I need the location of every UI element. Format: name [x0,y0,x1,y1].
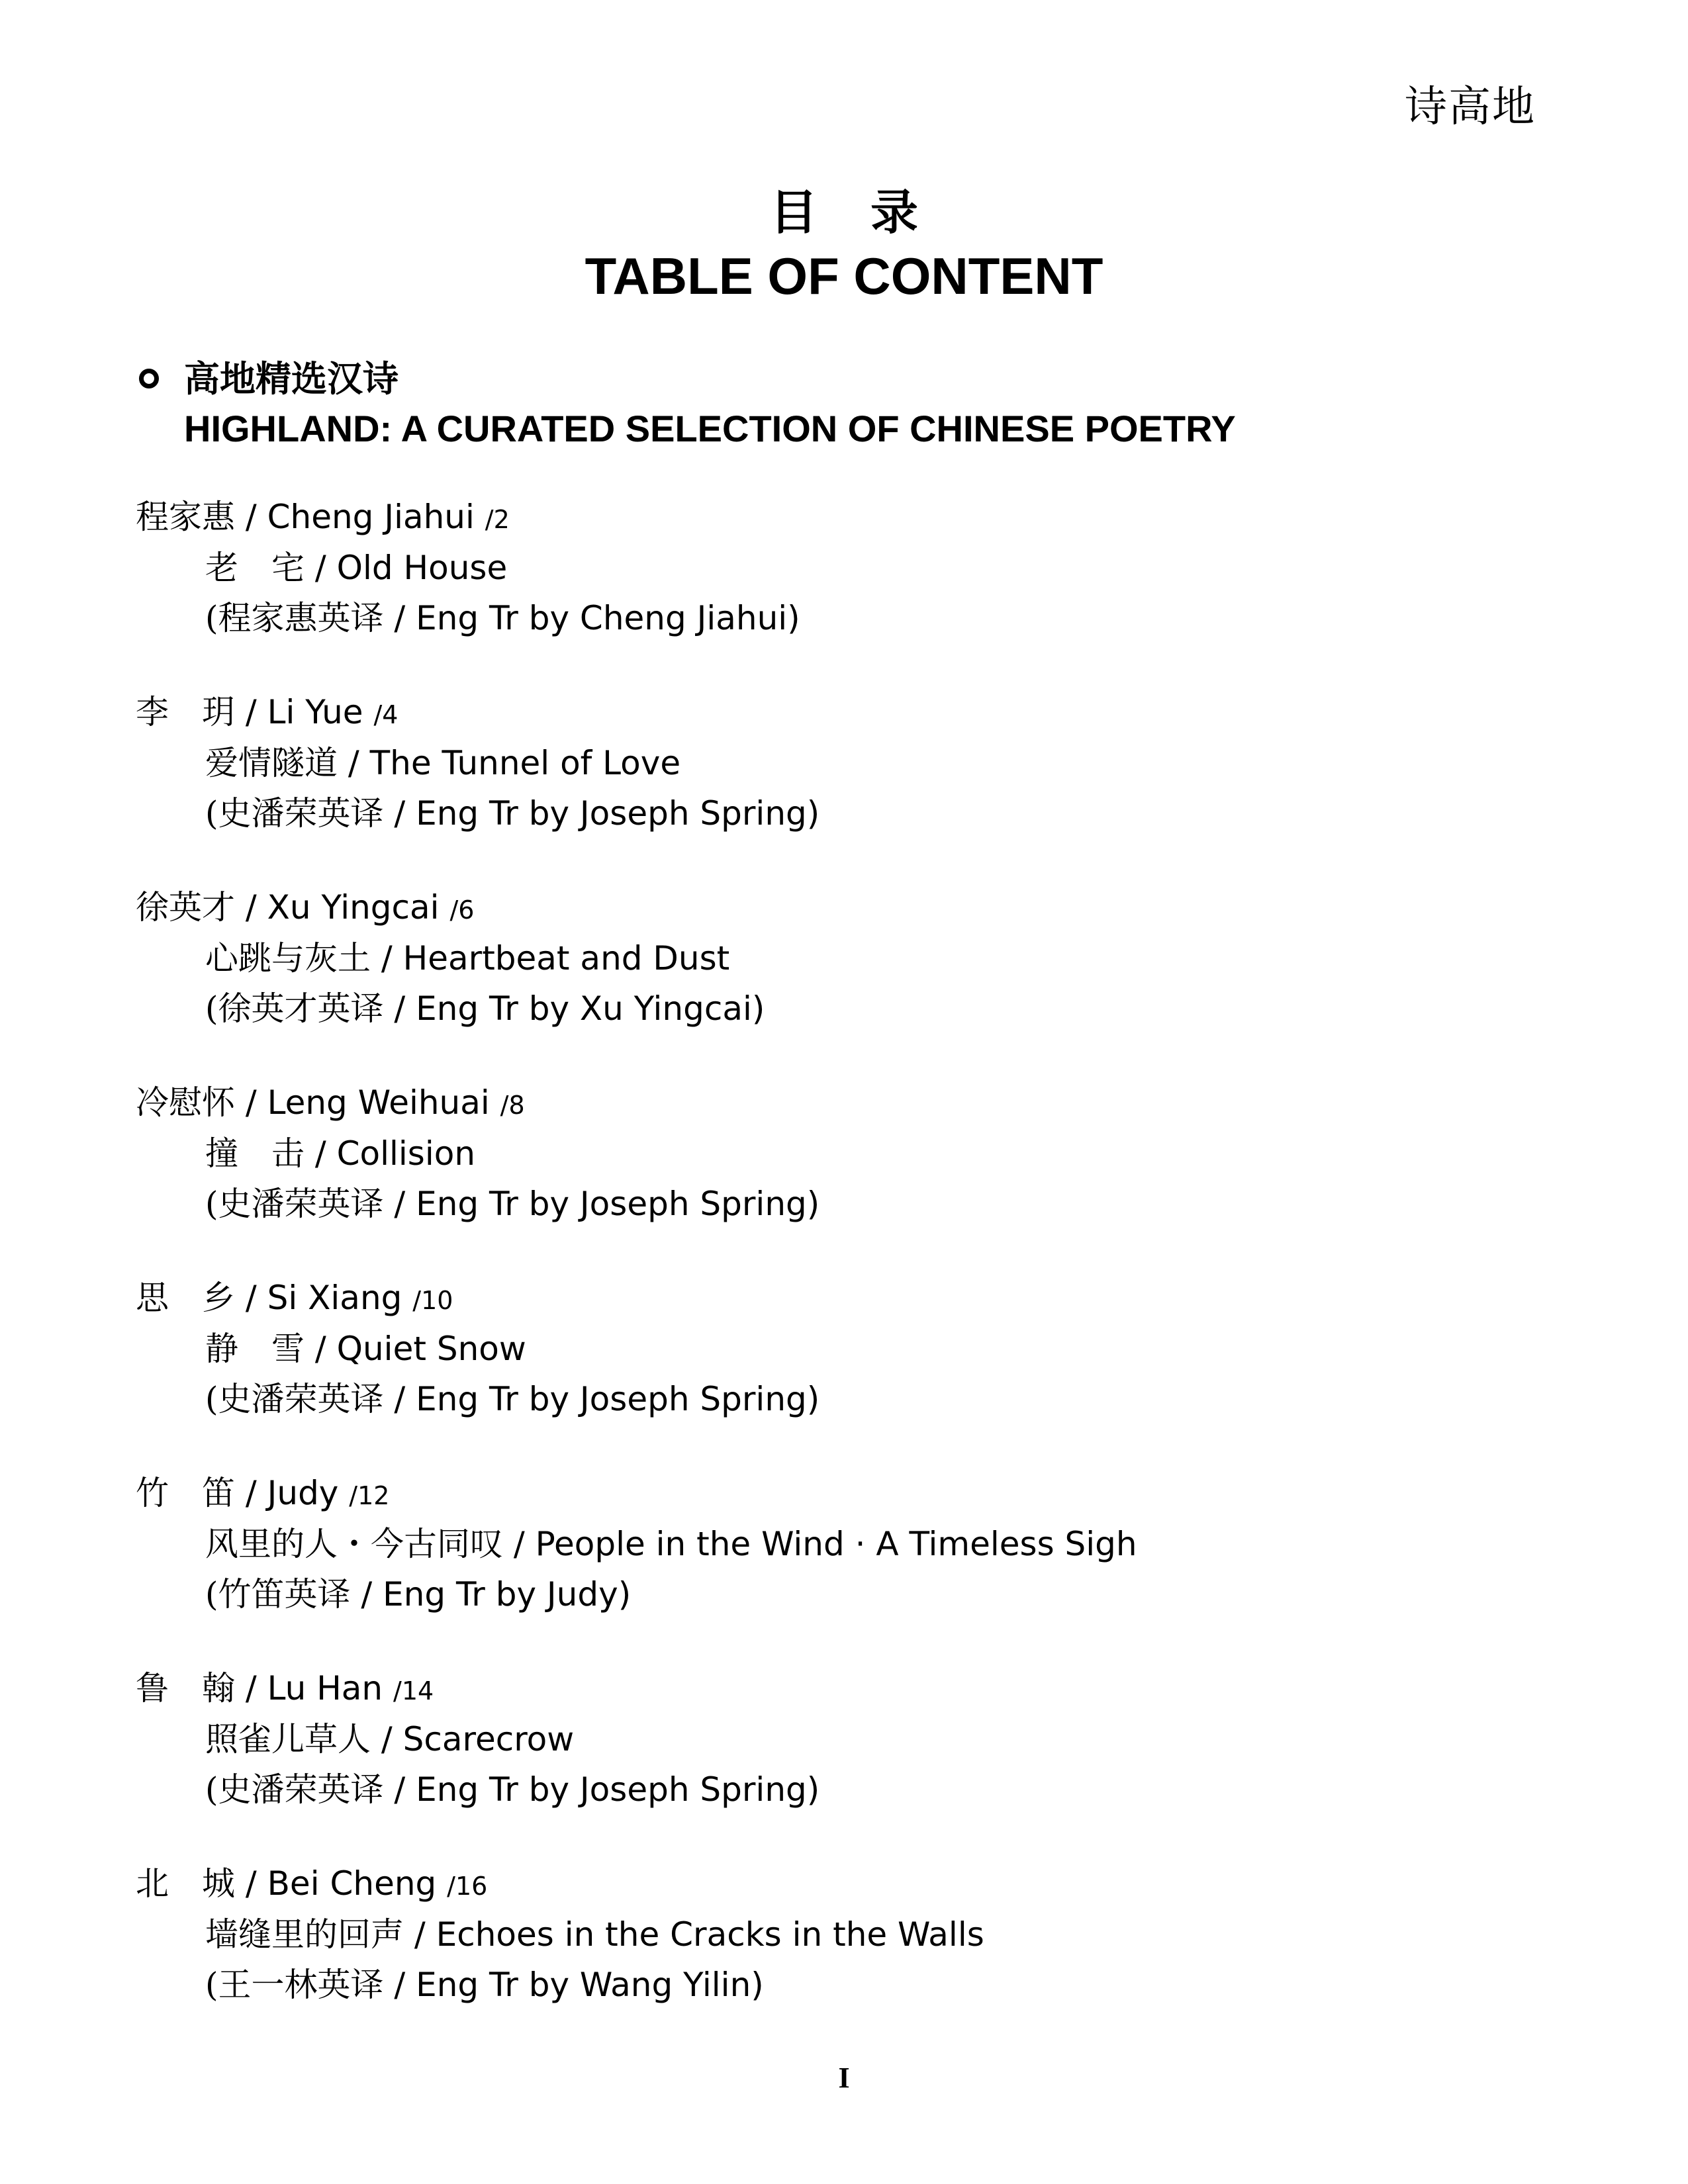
toc-entry [136,693,1526,891]
entry-author[interactable]: 北 城 / Bei Cheng /16 [136,1864,488,1903]
entry-poem-title: 老 宅 / Old House [205,549,508,587]
entry-translator: (史潘荣英译 / Eng Tr by Joseph Spring) [205,794,820,833]
entry-page-ref: /6 [449,895,475,925]
toc-entry [136,888,1526,1086]
page-number: I [838,2062,850,2094]
entry-page-ref: /12 [349,1481,390,1510]
entry-page-ref: /16 [447,1872,488,1901]
journal-title: 诗高地 [1405,83,1536,132]
toc-title-cn-char-2: 录 [870,184,919,240]
entry-page-ref: /10 [412,1286,453,1315]
entry-poem-title: 心跳与灰土 / Heartbeat and Dust [205,939,730,978]
section-title-english: HIGHLAND: A CURATED SELECTION OF CHINESE POETRY [184,408,1236,449]
toc-entry-list [136,500,1526,2062]
entry-translator: (王一林英译 / Eng Tr by Wang Yilin) [205,1966,764,2004]
toc-entry [136,1474,1526,1672]
entry-author[interactable]: 鲁 翰 / Lu Han /14 [136,1669,434,1707]
entry-translator: (徐英才英译 / Eng Tr by Xu Yingcai) [205,989,765,1028]
toc-entry [136,1083,1526,1281]
entry-author[interactable]: 竹 笛 / Judy /12 [136,1474,390,1512]
entry-poem-title: 墙缝里的回声 / Echoes in the Cracks in the Walls [205,1915,984,1954]
entry-author[interactable]: 徐英才 / Xu Yingcai /6 [136,888,475,927]
entry-page-ref: /14 [393,1676,434,1706]
toc-entry [136,500,1526,696]
toc-entry [136,1864,1526,2062]
toc-title-cn-char-1: 目 [769,184,818,240]
toc-entry [136,1669,1526,1867]
entry-author[interactable]: 冷慰怀 / Leng Weihuai /8 [136,1083,525,1122]
entry-poem-title: 风里的人・今古同叹 / People in the Wind · A Timeless Sigh [205,1525,1137,1563]
entry-page-ref: /4 [373,700,399,729]
circle-bullet-icon [139,369,159,388]
entry-poem-title: 静 雪 / Quiet Snow [205,1330,526,1368]
entry-translator: (史潘荣英译 / Eng Tr by Joseph Spring) [205,1185,820,1223]
entry-author[interactable]: 程家惠 / Cheng Jiahui /2 [136,498,510,536]
entry-translator: (史潘荣英译 / Eng Tr by Joseph Spring) [205,1380,820,1418]
entry-page-ref: /8 [500,1091,525,1120]
entry-page-ref: /2 [485,505,510,534]
toc-title-chinese [0,184,1688,240]
section-title-chinese: 高地精选汉诗 [184,357,399,400]
entry-author[interactable]: 李 玥 / Li Yue /4 [136,693,399,731]
entry-poem-title: 撞 击 / Collision [205,1134,476,1173]
entry-translator: (竹笛英译 / Eng Tr by Judy) [205,1575,632,1614]
entry-translator: (史潘荣英译 / Eng Tr by Joseph Spring) [205,1770,820,1809]
entry-poem-title: 爱情隧道 / The Tunnel of Love [205,744,681,782]
toc-entry [136,1281,1526,1477]
entry-translator: (程家惠英译 / Eng Tr by Cheng Jiahui) [205,599,800,637]
toc-title-english: TABLE OF CONTENT [585,247,1103,305]
entry-author[interactable]: 思 乡 / Si Xiang /10 [136,1279,453,1317]
entry-poem-title: 照雀儿草人 / Scarecrow [205,1720,575,1758]
